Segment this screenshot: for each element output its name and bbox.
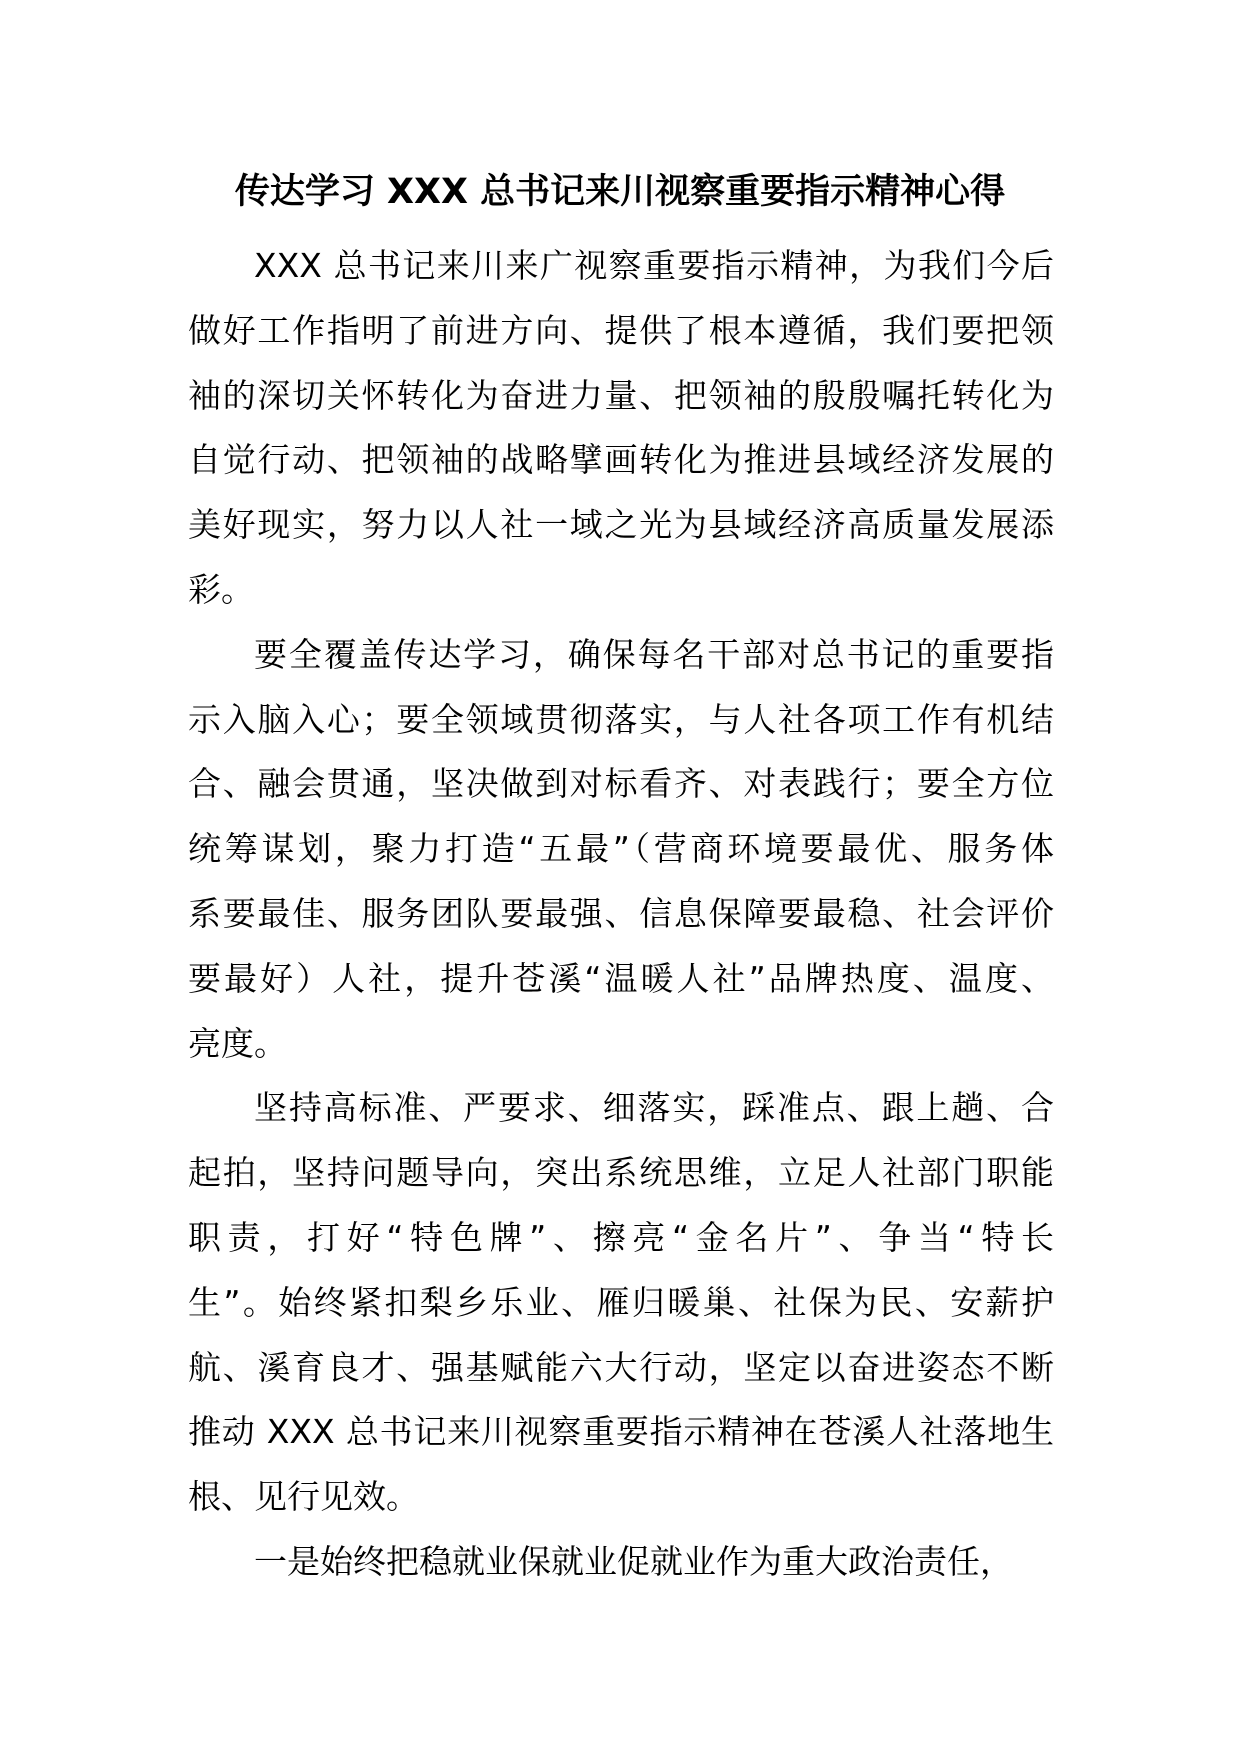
paragraph-line: 要最好）人社，提升苍溪“温暖人社”品牌热度、温度、	[188, 958, 1054, 998]
paragraph-line: 做好工作指明了前进方向、提供了根本遵循，我们要把领	[188, 310, 1054, 350]
paragraph-line: XXX 总书记来川来广视察重要指示精神，为我们今后	[254, 246, 1054, 285]
paragraph-line: 自觉行动、把领袖的战略擘画转化为推进县域经济发展的	[188, 440, 1054, 480]
paragraph-4	[188, 1530, 1054, 1595]
paragraph-line: 示入脑入心；要全领域贯彻落实，与人社各项工作有机结	[188, 699, 1054, 739]
paragraph-line: 起拍，坚持问题导向，突出系统思维，立足人社部门职能	[188, 1153, 1054, 1193]
paragraph-line: 亮度。	[188, 1023, 287, 1063]
paragraph-line: 统筹谋划，聚力打造“五最”（营商环境要最优、服务体	[188, 829, 1054, 869]
paragraph-line: 要全覆盖传达学习，确保每名干部对总书记的重要指	[254, 634, 1054, 674]
paragraph-line: 生”。始终紧扣梨乡乐业、雁归暖巢、社保为民、安薪护	[188, 1282, 1054, 1322]
document-title: 传达学习 XXX 总书记来川视察重要指示精神心得	[234, 172, 1006, 212]
paragraph-line: 推动 XXX 总书记来川视察重要指示精神在苍溪人社落地生	[188, 1412, 1054, 1452]
paragraph-line: 合、融会贯通，坚决做到对标看齐、对表践行；要全方位	[188, 764, 1054, 804]
paragraph-line: 袖的深切关怀转化为奋进力量、把领袖的殷殷嘱托转化为	[188, 375, 1054, 415]
paragraph-line: 根、见行见效。	[188, 1477, 419, 1517]
paragraph-3	[188, 1076, 1054, 1530]
paragraph-line: 系要最佳、服务团队要最强、信息保障要最稳、社会评价	[188, 893, 1054, 933]
paragraph-line: 坚持高标准、严要求、细落实，踩准点、跟上趟、合	[254, 1088, 1054, 1128]
paragraph-2	[188, 623, 1054, 1077]
paragraph-line: 航、溪育良才、强基赋能六大行动，坚定以奋进姿态不断	[188, 1347, 1054, 1387]
paragraph-line: 一是始终把稳就业保就业促就业作为重大政治责任，	[254, 1541, 1013, 1581]
paragraph-line: 彩。	[188, 569, 254, 609]
paragraph-line: 美好现实，努力以人社一域之光为县域经济高质量发展添	[188, 505, 1054, 545]
paragraph-1	[188, 234, 1054, 623]
document-body	[188, 234, 1054, 1595]
paragraph-line: 职责，打好“特色牌”、擦亮“金名片”、争当“特长	[188, 1217, 1054, 1257]
